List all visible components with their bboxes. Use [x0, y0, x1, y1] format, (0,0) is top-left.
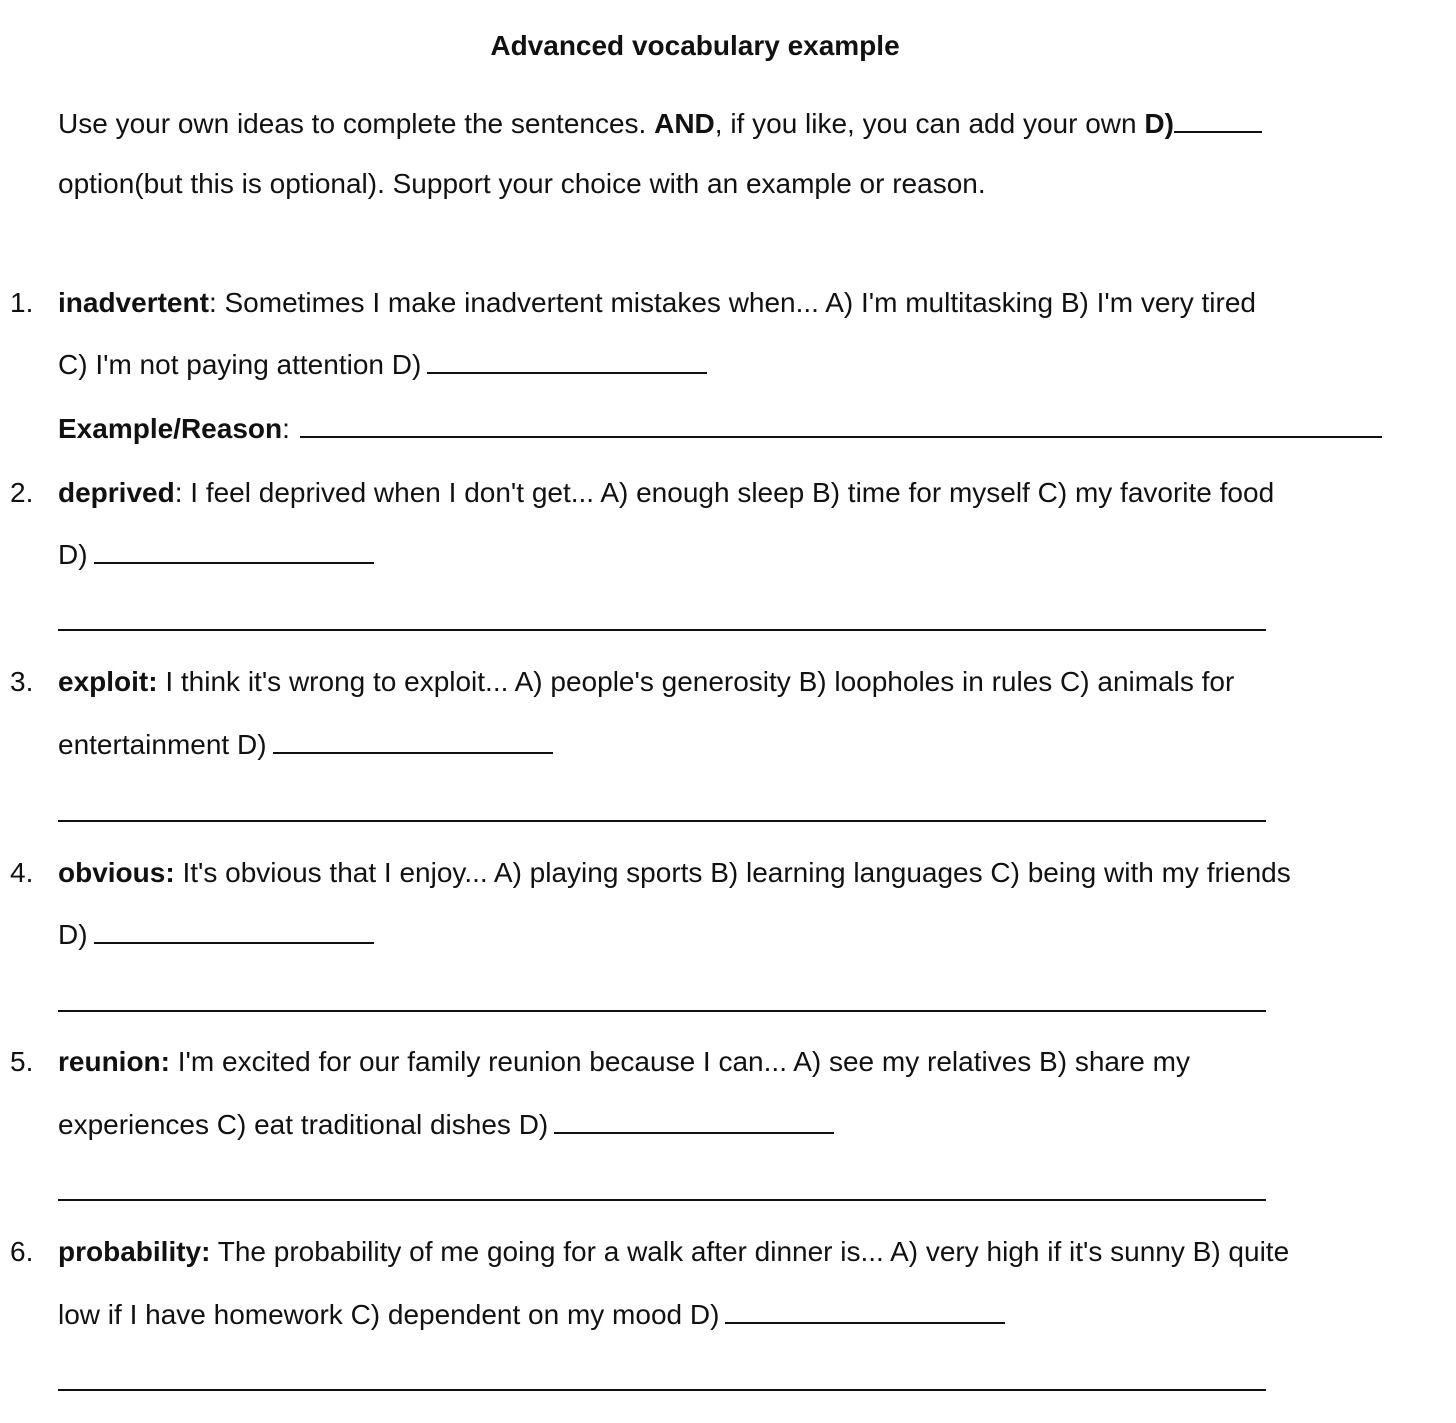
item-number: 5.	[10, 1046, 34, 1077]
reason-line	[58, 411, 1382, 447]
instructions-and: AND	[654, 108, 715, 139]
item-number: 3.	[10, 666, 34, 697]
item-text: I think it's wrong to exploit... A) people's generosity B) loopholes in rules C) animals for	[157, 666, 1235, 697]
item-text: : Sometimes I make inadvertent mistakes when... A) I'm multitasking B) I'm very tired	[208, 287, 1256, 318]
item-text: : I feel deprived when I don't get... A) enough sleep B) time for myself C) my favorite food	[174, 477, 1275, 508]
option-d-blank[interactable]	[427, 350, 707, 374]
vocab-word: obvious:	[58, 857, 175, 888]
instructions-d-option: D)	[1144, 108, 1174, 139]
item-number: 6.	[10, 1236, 34, 1267]
reason-label: Example/Reason	[58, 413, 283, 444]
reason-blank[interactable]	[300, 414, 1382, 438]
answer-blank[interactable]	[1174, 109, 1262, 133]
item-text: D)	[58, 919, 88, 950]
item-line-1	[58, 1234, 1289, 1270]
option-d-blank[interactable]	[94, 540, 374, 564]
item-text: entertainment D)	[58, 729, 267, 760]
item-line-2	[58, 1297, 1005, 1333]
item-text: D)	[58, 539, 88, 570]
item-text: experiences C) eat traditional dishes D)	[58, 1109, 549, 1140]
item-line-2	[58, 537, 374, 573]
item-text: low if I have homework C) dependent on my mood D)	[58, 1299, 720, 1330]
answer-rule[interactable]	[58, 1010, 1266, 1012]
item-number: 4.	[10, 857, 34, 888]
item-line-2	[58, 917, 374, 953]
item-line-1	[58, 475, 1274, 511]
reason-colon: :	[282, 413, 290, 444]
item-line-1	[58, 285, 1256, 321]
worksheet-title: Advanced vocabulary example	[490, 30, 900, 61]
item-number: 2.	[10, 477, 34, 508]
vocab-word: probability:	[58, 1236, 211, 1267]
vocab-word: deprived	[58, 477, 175, 508]
item-text: It's obvious that I enjoy... A) playing sports B) learning languages C) being with my friends	[174, 857, 1291, 888]
item-line-2	[58, 727, 553, 763]
item-line-2	[58, 347, 707, 383]
vocab-word: inadvertent	[58, 287, 209, 318]
item-text: The probability of me going for a walk after dinner is... A) very high if it's sunny B) quite	[210, 1236, 1290, 1267]
instructions-text: Use your own ideas to complete the sentences.	[58, 108, 655, 139]
answer-rule[interactable]	[58, 629, 1266, 631]
vocab-word: exploit:	[58, 666, 158, 697]
option-d-blank[interactable]	[273, 730, 553, 754]
option-d-blank[interactable]	[725, 1300, 1005, 1324]
item-text: I'm excited for our family reunion because I can... A) see my relatives B) share my	[170, 1046, 1190, 1077]
option-d-blank[interactable]	[554, 1110, 834, 1134]
instructions-line-1	[58, 106, 1418, 142]
answer-rule[interactable]	[58, 820, 1266, 822]
item-line-2	[58, 1107, 834, 1143]
item-line-1	[58, 855, 1291, 891]
item-number: 1.	[10, 287, 34, 318]
answer-rule[interactable]	[58, 1199, 1266, 1201]
answer-rule[interactable]	[58, 1389, 1266, 1391]
vocab-word: reunion:	[58, 1046, 170, 1077]
item-line-1	[58, 1044, 1190, 1080]
item-line-1	[58, 664, 1234, 700]
item-text: C) I'm not paying attention D)	[58, 349, 422, 380]
instructions-text-2: , if you like, you can add your own	[714, 108, 1145, 139]
instructions-line-2: option(but this is optional). Support your choice with an example or reason.	[58, 168, 986, 199]
option-d-blank[interactable]	[94, 920, 374, 944]
